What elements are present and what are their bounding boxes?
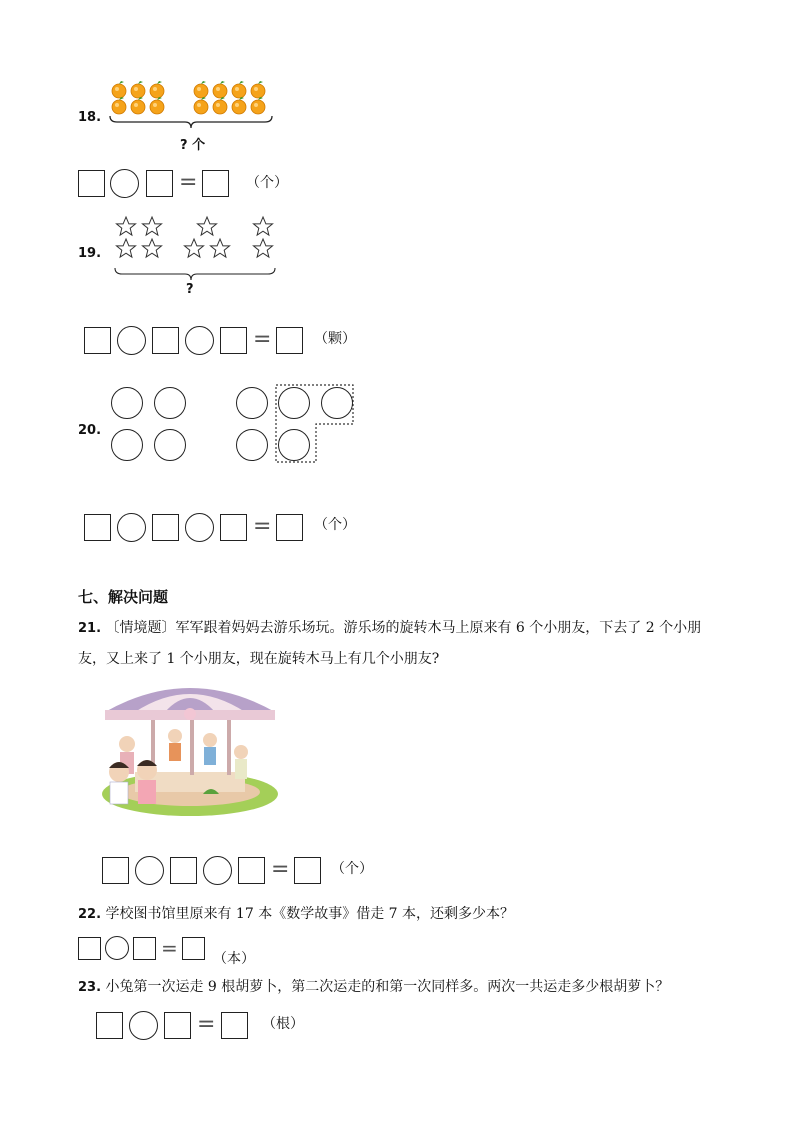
answer-box[interactable] bbox=[133, 937, 156, 960]
question-21 bbox=[78, 613, 728, 674]
circle-shape bbox=[278, 387, 310, 419]
section-title: 七、解决问题 bbox=[78, 588, 169, 606]
question-number-22: 22. bbox=[78, 907, 102, 922]
answer-box[interactable] bbox=[202, 170, 229, 197]
question-mark-label: ? bbox=[186, 282, 194, 297]
answer-box[interactable] bbox=[220, 514, 247, 541]
brace bbox=[115, 268, 275, 280]
question-number-23: 23. bbox=[78, 980, 102, 995]
question-mark-label: ? 个 bbox=[180, 138, 206, 153]
question-number-18: 18. bbox=[78, 110, 102, 125]
answer-box[interactable] bbox=[238, 857, 265, 884]
oranges-picture bbox=[105, 80, 280, 132]
answer-box[interactable] bbox=[96, 1012, 123, 1039]
question-22 bbox=[78, 903, 514, 923]
question-text-line1: 〔情境题〕军军跟着妈妈去游乐场玩。游乐场的旋转木马上原来有 6 个小朋友，下去了 2 个小朋 bbox=[105, 620, 702, 636]
question-number-19: 19. bbox=[78, 246, 102, 261]
operator-circle[interactable] bbox=[117, 326, 146, 355]
unit-label: （个） bbox=[331, 861, 373, 877]
equals-sign: = bbox=[161, 936, 178, 960]
question-text-line2: 友，又上来了 1 个小朋友，现在旋转木马上有几个小朋友? bbox=[78, 651, 440, 667]
operator-circle[interactable] bbox=[105, 936, 129, 960]
operator-circle[interactable] bbox=[110, 169, 139, 198]
unit-label: （根） bbox=[262, 1016, 304, 1032]
unit-label: （个） bbox=[314, 517, 356, 533]
answer-box[interactable] bbox=[152, 327, 179, 354]
answer-box[interactable] bbox=[78, 937, 101, 960]
answer-box[interactable] bbox=[294, 857, 321, 884]
circle-shape bbox=[154, 387, 186, 419]
answer-box[interactable] bbox=[221, 1012, 248, 1039]
unit-label: （个） bbox=[246, 175, 288, 191]
answer-box[interactable] bbox=[182, 937, 205, 960]
answer-box[interactable] bbox=[164, 1012, 191, 1039]
equals-sign: = bbox=[179, 170, 198, 195]
question-text: 学校图书馆里原来有 17 本《数学故事》借走 7 本，还剩多少本？ bbox=[105, 906, 515, 922]
answer-box[interactable] bbox=[84, 514, 111, 541]
orange-group-right bbox=[194, 81, 265, 114]
equals-sign: = bbox=[253, 327, 272, 352]
answer-box[interactable] bbox=[220, 327, 247, 354]
question-number-21: 21. bbox=[78, 621, 102, 636]
operator-circle[interactable] bbox=[185, 513, 214, 542]
circle-shape bbox=[321, 387, 353, 419]
unit-label: （颗） bbox=[314, 331, 356, 347]
operator-circle[interactable] bbox=[129, 1011, 158, 1040]
brace bbox=[110, 116, 272, 128]
operator-circle[interactable] bbox=[203, 856, 232, 885]
answer-box[interactable] bbox=[152, 514, 179, 541]
answer-box[interactable] bbox=[146, 170, 173, 197]
circle-shape bbox=[236, 429, 268, 461]
answer-box[interactable] bbox=[276, 514, 303, 541]
question-text: 小兔第一次运走 9 根胡萝卜，第二次运走的和第一次同样多。两次一共运走多少根胡萝卜？ bbox=[105, 979, 670, 995]
stars-picture bbox=[110, 214, 285, 294]
operator-circle[interactable] bbox=[135, 856, 164, 885]
answer-box[interactable] bbox=[102, 857, 129, 884]
unit-label: （本） bbox=[213, 951, 255, 967]
circle-shape bbox=[236, 387, 268, 419]
operator-circle[interactable] bbox=[117, 513, 146, 542]
answer-box[interactable] bbox=[170, 857, 197, 884]
orange-group-left bbox=[112, 81, 164, 114]
equals-sign: = bbox=[197, 1012, 216, 1037]
circle-shape bbox=[154, 429, 186, 461]
carousel-illustration bbox=[95, 674, 285, 830]
circle-shape bbox=[111, 387, 143, 419]
answer-box[interactable] bbox=[276, 327, 303, 354]
circle-shape bbox=[278, 429, 310, 461]
equals-sign: = bbox=[253, 514, 272, 539]
equals-sign: = bbox=[271, 857, 290, 882]
question-number-20: 20. bbox=[78, 423, 102, 438]
answer-box[interactable] bbox=[78, 170, 105, 197]
question-23 bbox=[78, 976, 669, 996]
circle-shape bbox=[111, 429, 143, 461]
answer-box[interactable] bbox=[84, 327, 111, 354]
operator-circle[interactable] bbox=[185, 326, 214, 355]
